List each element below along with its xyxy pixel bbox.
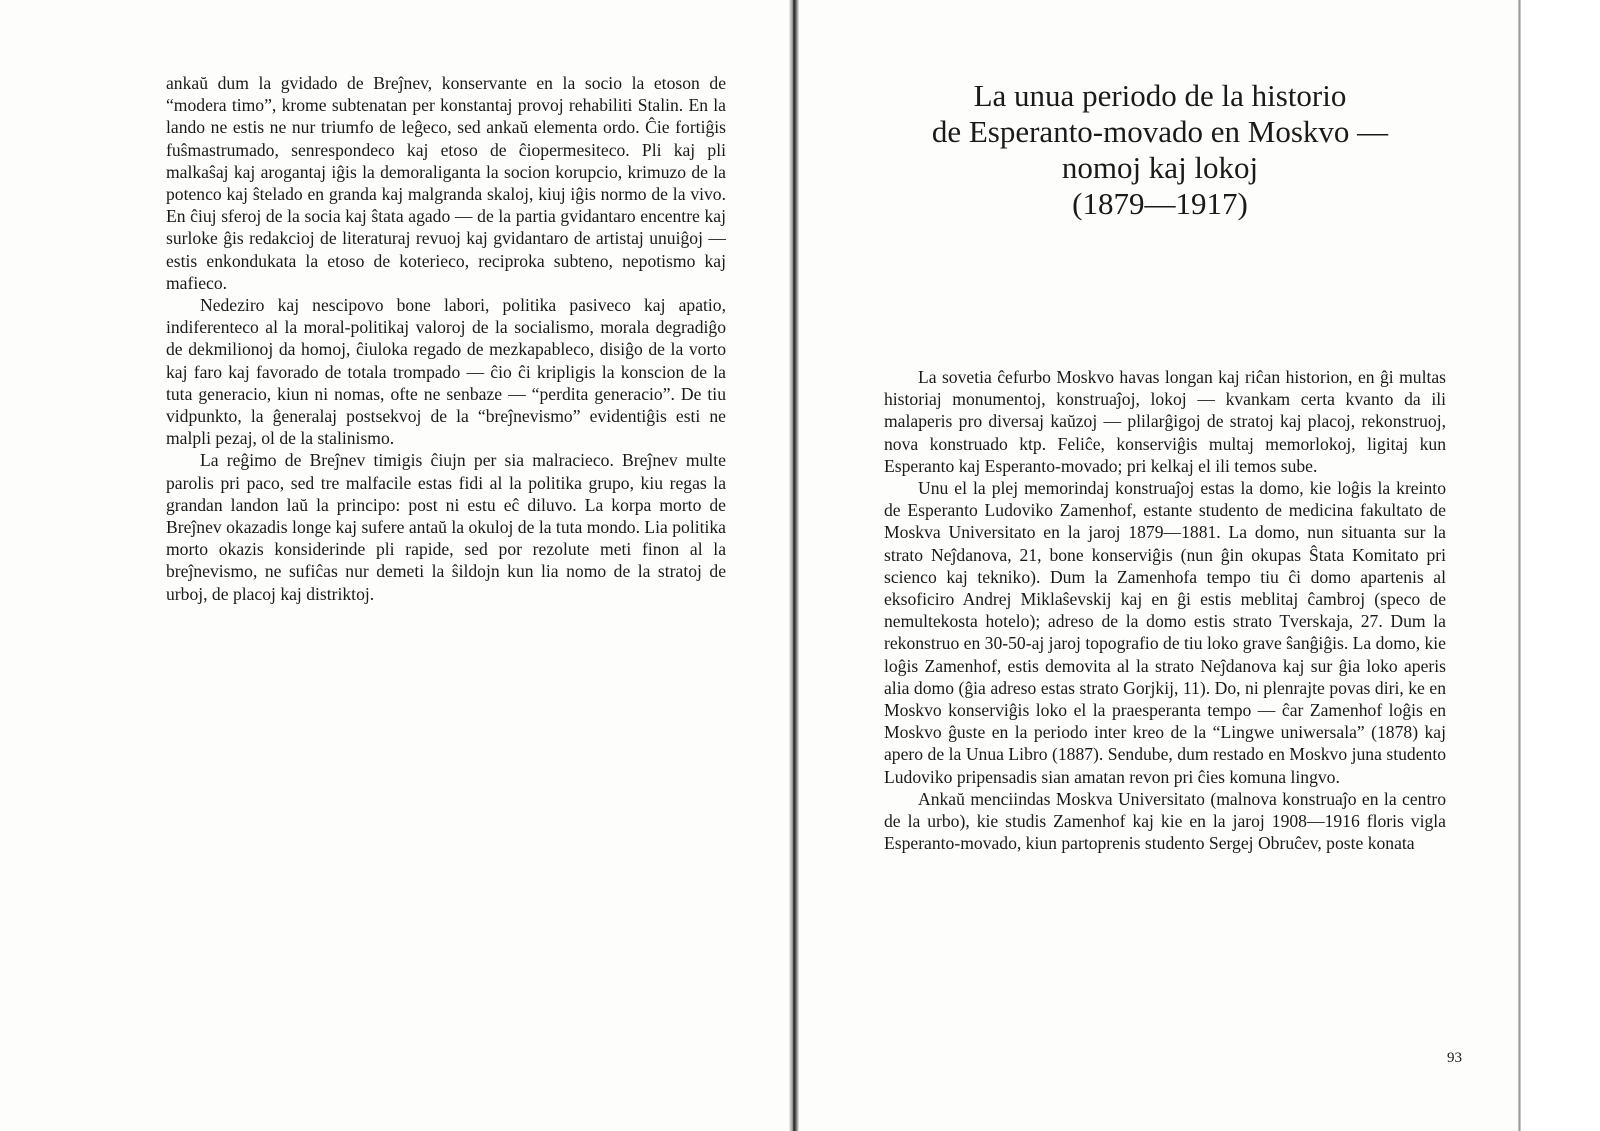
page-number: 93 [1447, 1050, 1462, 1066]
right-paragraph-3: Ankaŭ menciindas Moskva Universitato (malnova konstruaĵo en la centro de la urbo), kie studis Zamenhof kaj kie en la jaroj 1908—1916 floris vigla Esperanto-movado, kiun partoprenis studento Sergej Obruĉev, poste konata [884, 788, 1446, 854]
chapter-title-line-2: de Esperanto-movado en Moskvo — [931, 114, 1389, 149]
chapter-title-line-4: (1879—1917) [1072, 186, 1248, 221]
left-paragraph-2: Nedeziro kaj nescipovo bone labori, politika pasiveco kaj apatio, indiferenteco al la moral-politikaj valoroj de la socialismo, morala degradiĝo de dekmilionoj da homoj, ĉiuloka regado de mezkapableco, disiĝo de la vorto kaj faro kaj favorado de totala trompado — ĉio ĉi kripligis la konscion de la tuta generacio, kiun ni nomas, ofte ne senbaze — “perdita generacio”. De tiu vidpunkto, la ĝeneralaj postsekvoj de la “breĵnevismo” evidentiĝis esti ne malpli pezaj, ol de la stalinismo. [166, 295, 726, 449]
left-paragraph-3: La reĝimo de Breĵnev timigis ĉiujn per sia malracieco. Breĵnev multe parolis pri paco, sed tre malfacile estas fidi al la politika grupo, kiu regas la grandan landon laŭ la principo: post ni estu eĉ diluvo. La korpa morto de Breĵnev okazadis longe kaj sufere antaŭ la okuloj de la tuta mondo. Lia politika morto okazis konsiderinde pli rapide, sed por rezolute meti finon al la breĵnevismo, ne sufiĉas nur demeti la ŝildojn kun lia nomo de la stratoj de urboj, de placoj kaj distriktoj. [166, 450, 726, 604]
book-gutter [789, 0, 799, 1131]
right-text-column [884, 366, 1446, 854]
chapter-title-line-3: nomoj kaj lokoj [1061, 150, 1259, 185]
left-page [0, 0, 794, 1131]
right-paragraph-1: La sovetia ĉefurbo Moskvo havas longan kaj riĉan historion, en ĝi multas historiaj monumentoj, konstruaĵoj, lokoj — kvankam certa kvanto da ili malaperis pro diversaj kaŭzoj — plilarĝigoj de stratoj kaj placoj, rekonstruoj, nova konstruado ktp. Feliĉe, konserviĝis multaj memorlokoj, ligitaj kun Esperanto kaj Esperanto-movado; pri kelkaj el ili temos sube. [884, 367, 1446, 476]
right-paragraph-2: Unu el la plej memorindaj konstruaĵoj estas la domo, kie loĝis la kreinto de Esperanto Ludoviko Zamenhof, estante studento de medicina fakultato de Moskva Universitato en la jaroj 1879—1881. La domo, nun situanta sur la strato Neĵdanova, 21, bone konserviĝis (nun ĝin okupas Ŝtata Komitato pri scienco kaj tekniko). Dum la Zamenhofa tempo tiu ĉi domo apartenis al eksoficiro Andrej Miklaŝevskij kaj en ĝi estis meblitaj ĉambroj (speco de nemultekosta hotelo); adreso de la domo estis strato Tverskaja, 27. Dum la rekonstruo en 30-50-aj jaroj topografio de tiu loko grave ŝanĝiĝis. La domo, kie loĝis Zamenhof, estis demovita al la strato Neĵdanova kaj sur ĝia loko aperis alia domo (ĝia adreso estas strato Gorjkij, 11). Do, ni plenrajte povas diri, ke en Moskvo konserviĝis loko el la praesperanta tempo — ĉar Zamenhof loĝis en Moskvo ĝuste en la periodo inter kreo de la “Lingwe uniwersala” (1878) kaj apero de la Unua Libro (1887). Sendube, dum restado en Moskvo juna studento Ludoviko pripensadis sian amatan revon pri ĉies komuna lingvo. [884, 478, 1446, 787]
chapter-title [860, 78, 1460, 222]
left-text-column [166, 72, 726, 605]
scan-margin [1521, 0, 1600, 1131]
left-paragraph-1: ankaŭ dum la gvidado de Breĵnev, konservante en la socio la etoson de “modera timo”, krome subtenatan per konstantaj provoj rehabiliti Stalin. En la lando ne estis ne nur triumfo de leĝeco, sed ankaŭ elementa ordo. Ĉie fortiĝis fuŝmastrumado, senrespondeco kaj etoso de ĉiopermesiteco. Pli kaj pli malkaŝaj kaj arogantaj iĝis la demoraliganta la socion korupcio, krimuzo de la potenco kaj ŝtelado en granda kaj malgranda skaloj, kiuj iĝis normo de la vivo. En ĉiuj sferoj de la socia kaj ŝtata agado — de la partia gvidantaro encentre kaj surloke ĝis redakcioj de literaturaj revuoj kaj gvidantaro de artistaj unuiĝoj — estis enkondukata la etoso de koterieco, reciproka subteno, nepotismo kaj mafieco. [166, 73, 726, 293]
right-page [800, 0, 1520, 1131]
chapter-title-line-1: La unua periodo de la historio [973, 78, 1347, 113]
